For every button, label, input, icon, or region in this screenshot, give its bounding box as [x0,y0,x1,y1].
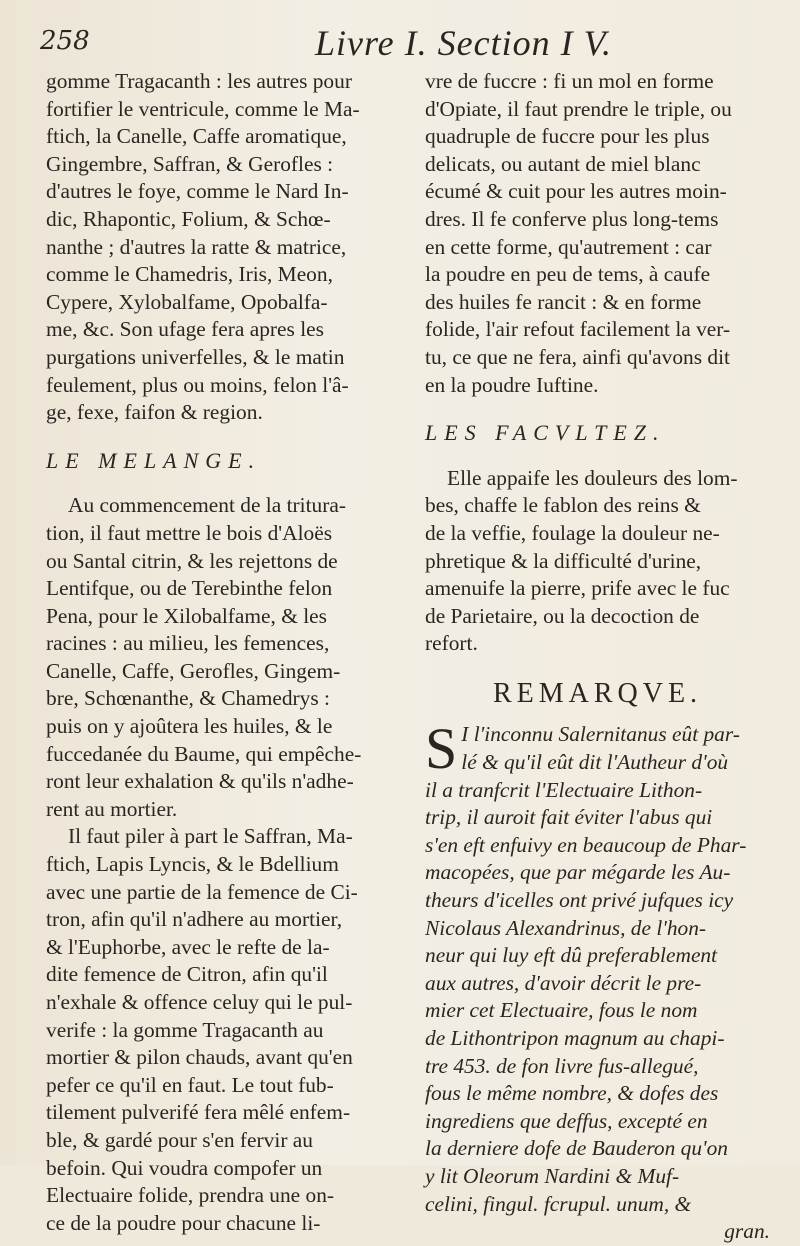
text-line: I l'inconnu Salernitanus eût par- [461,722,740,747]
text-line: tre 453. de fon livre fus-allegué, [425,1053,699,1078]
text-line: puis on y ajoûtera les huiles, & le [46,714,333,739]
text-line: Au commencement de la tritura- [68,493,346,518]
text-line: trip, il auroit fait éviter l'abus qui [425,805,713,830]
text-line: ftich, Lapis Lyncis, & le Bdellium [46,852,339,877]
text-line: purgations univerfelles, & le matin [46,344,345,369]
text-line: ront leur exhalation & qu'ils n'adhe- [46,769,354,794]
text-line: de Lithontripon magnum au chapi- [425,1026,725,1050]
text-line: ble, & gardé pour s'en fervir au [46,1127,313,1152]
text-line: rent au mortier. [46,796,178,821]
text-line: racines : au milieu, les femences, [46,631,330,656]
left-paragraph-3 [46,823,388,1237]
text-line: quadruple de fuccre pour les plus [425,124,710,149]
text-line: phretique & la difficulté d'urine, [425,548,702,573]
text-line: de la veffie, foulage la douleur ne- [425,520,720,545]
text-line: amenuife la pierre, prife avec le fuc [425,576,730,601]
text-line: ingrediens que deffus, excepté en [425,1108,708,1133]
text-line: en cette forme, qu'autrement : car [425,234,712,259]
text-line: bes, chaffe le fablon des reins & [425,493,701,518]
text-line: macopées, que par mégarde les Au- [425,860,731,885]
text-line: dite femence de Citron, afin qu'il [46,962,328,987]
text-line: Pena, pour le Xilobalfame, & les [46,603,327,628]
left-paragraph-2 [46,492,388,823]
text-line: de Parietaire, ou la decoction de [425,603,700,628]
text-line: la poudre en peu de tems, à caufe [425,262,711,287]
left-paragraph-1 [46,68,388,427]
text-line: folide, l'air refout facilement la ver- [425,317,731,342]
text-line: fous le même nombre, & dofes des [425,1081,719,1106]
text-line: mier cet Electuaire, fous le nom [425,998,698,1023]
text-line: befoin. Qui voudra compofer un [46,1155,323,1180]
text-line: avec une partie de la femence de Ci- [46,879,358,904]
text-line: d'Opiate, il faut prendre le triple, ou [425,96,732,121]
text-line: Cypere, Xylobalfame, Opobalfa- [46,289,328,314]
text-line: vre de fuccre : fi un mol en forme [425,69,714,93]
right-paragraph-2 [425,465,770,658]
text-line: Canelle, Caffe, Gerofles, Gingem- [46,658,341,683]
drop-cap: S [425,716,458,782]
text-line: comme le Chamedris, Iris, Meon, [46,262,333,287]
running-head [40,22,760,63]
text-line: écumé & cuit pour les autres moin- [425,179,727,204]
text-line: neur qui luy eft dû preferablement [425,943,718,968]
text-line: des huiles fe rancit : & en forme [425,289,702,314]
text-line: pefer ce qu'il en faut. Le tout fub- [46,1072,334,1097]
text-line: delicats, ou autant de miel blanc [425,151,701,176]
text-line: d'autres le foye, comme le Nard In- [46,179,349,204]
text-line: refort. [425,631,478,656]
text-line: n'exhale & offence celuy qui le pul- [46,990,353,1014]
text-line: tion, il faut mettre le bois d'Aloës [46,520,333,545]
text-line: feulement, plus ou moins, felon l'â- [46,372,349,397]
text-line: celini, fingul. fcrupul. unum, & [425,1191,692,1216]
running-title: Livre I. Section I V. [315,23,612,63]
text-line: mortier & pilon chauds, avant qu'en [46,1045,353,1070]
remark-paragraph [425,716,770,1218]
text-line: verife : la gomme Tragacanth au [46,1017,324,1042]
section-title-facultez: LES FACVLTEZ. [425,420,666,446]
text-line: ftich, la Canelle, Caffe aromatique, [46,124,347,149]
text-line: Il faut piler à part le Saffran, Ma- [68,824,353,849]
section-title-melange: LE MELANGE. [46,447,262,473]
catchword: gran. [724,1219,770,1244]
text-line: Electuaire folide, prendra une on- [46,1183,335,1208]
text-line: fortifier le ventricule, comme le Ma- [46,96,360,121]
text-line: y lit Oleorum Nardini & Muf- [425,1163,680,1188]
right-column [425,68,770,1246]
text-line: tron, afin qu'il n'adhere au mortier, [46,907,343,932]
text-line: gomme Tragacanth : les autres pour [46,69,352,93]
text-line: me, &c. Son ufage fera apres les [46,317,324,342]
text-line: fuccedanée du Baume, qui empêche- [46,741,362,766]
text-line: dres. Il fe conferve plus long-tems [425,206,719,231]
page-number: 258 [40,26,90,56]
text-line: la derniere dofe de Bauderon qu'on [425,1136,728,1161]
text-line: Nicolaus Alexandrinus, de l'hon- [425,915,707,940]
text-line: dic, Rhapontic, Folium, & Schœ- [46,206,331,231]
text-line: & l'Euphorbe, avec le refte de la- [46,934,330,959]
text-line: ge, fexe, faifon & region. [46,400,263,425]
text-line: ou Santal citrin, & les rejettons de [46,548,338,573]
remark-title: REMARQVE. [492,677,703,709]
text-line: tilement pulverifé fera mêlé enfem- [46,1100,351,1125]
text-line: en la poudre Iuftine. [425,372,599,397]
text-line: s'en eft enfuivy en beaucoup de Phar- [425,832,747,857]
text-line: Lentifque, ou de Terebinthe felon [46,576,333,601]
text-line: lé & qu'il eût dit l'Autheur d'où [461,750,729,775]
text-line: nanthe ; d'autres la ratte & matrice, [46,234,347,259]
text-line: ce de la poudre pour chacune li- [46,1210,321,1235]
text-line: tu, ce que ne fera, ainfi qu'avons dit [425,344,730,369]
text-line: Gingembre, Saffran, & Gerofles : [46,151,334,176]
text-line: Elle appaife les douleurs des lom- [447,465,738,490]
text-line: theurs d'icelles ont privé jufques icy [425,888,734,913]
text-line: il a tranfcrit l'Electuaire Lithon- [425,777,703,802]
right-paragraph-1 [425,68,770,399]
left-column [46,68,388,1237]
text-line: bre, Schœnanthe, & Chamedrys : [46,686,330,711]
text-line: aux autres, d'avoir décrit le pre- [425,970,702,995]
